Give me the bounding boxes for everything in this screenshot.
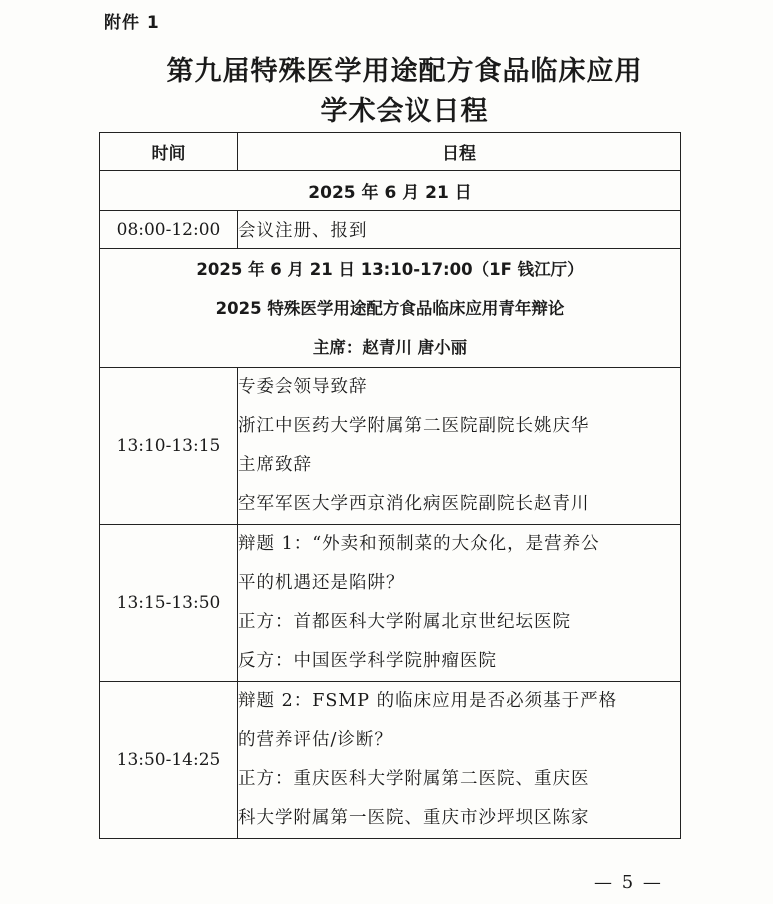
- row-line: 科大学附属第一医院、重庆市沙坪坝区陈家: [238, 808, 590, 828]
- table-row: [100, 682, 681, 839]
- header-time: 时间: [100, 133, 238, 171]
- session-datetime: 2025 年 6 月 21 日 13:10-17:00（1F 钱江厅）: [196, 259, 584, 279]
- row-item: 会议注册、报到: [238, 211, 681, 249]
- schedule-table: [99, 132, 681, 839]
- attachment-label: 附件 1: [104, 13, 160, 33]
- document-title-line-1: 第九届特殊医学用途配方食品临床应用: [166, 56, 643, 87]
- row-time: 13:10-13:15: [100, 368, 238, 525]
- row-line: 专委会领导致辞: [238, 377, 368, 397]
- session-chairs: 主席：赵青川 唐小丽: [312, 337, 468, 357]
- row-line: 正方：首都医科大学附属北京世纪坛医院: [238, 612, 571, 632]
- table-row: [100, 525, 681, 682]
- row-line: 空军军医大学西京消化病医院副院长赵青川: [238, 494, 590, 514]
- row-line: 反方：中国医学科学院肿瘤医院: [238, 651, 497, 671]
- document-title-line-2: 学术会议日程: [320, 96, 489, 127]
- day-date: 2025 年 6 月 21 日: [100, 171, 681, 211]
- row-content: [238, 682, 681, 839]
- row-line: 辩题 1：“外卖和预制菜的大众化，是营养公: [238, 534, 600, 554]
- row-time: 13:15-13:50: [100, 525, 238, 682]
- day-row: [100, 171, 681, 211]
- header-schedule: 日程: [238, 133, 681, 171]
- row-line: 浙江中医药大学附属第二医院副院长姚庆华: [238, 416, 590, 436]
- row-line: 正方：重庆医科大学附属第二医院、重庆医: [238, 769, 590, 789]
- row-content: [238, 368, 681, 525]
- session-header-row: [100, 249, 681, 368]
- row-line: 的营养评估/诊断？: [238, 730, 393, 750]
- table-row: [100, 368, 681, 525]
- row-line: 辩题 2：FSMP 的临床应用是否必须基于严格: [238, 691, 618, 711]
- page-number: — 5 —: [594, 872, 663, 893]
- table-row: [100, 211, 681, 249]
- session-title: 2025 特殊医学用途配方食品临床应用青年辩论: [215, 298, 565, 318]
- row-content: [238, 525, 681, 682]
- row-time: 08:00-12:00: [100, 211, 238, 249]
- table-header-row: [100, 133, 681, 171]
- row-line: 平的机遇还是陷阱？: [238, 573, 405, 593]
- row-line: 主席致辞: [238, 455, 312, 475]
- session-header: [100, 249, 681, 368]
- row-time: 13:50-14:25: [100, 682, 238, 839]
